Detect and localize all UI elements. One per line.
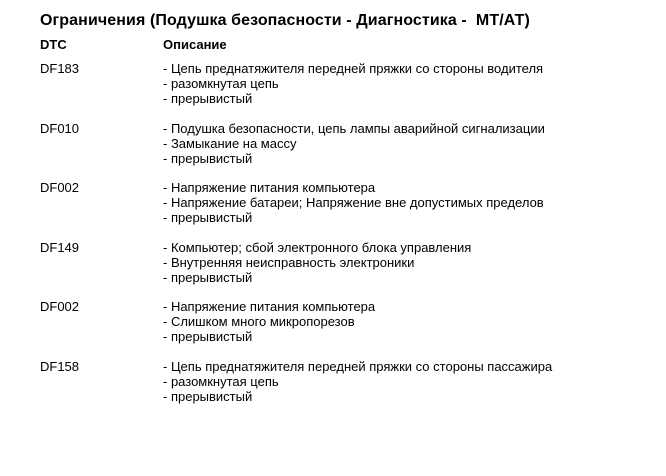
description-line: - Слишком много микропорезов	[163, 314, 355, 329]
dtc-description	[163, 121, 545, 166]
dtc-column-header: DTC	[40, 37, 67, 52]
description-line: - прерывистый	[163, 329, 253, 344]
dtc-row	[0, 180, 666, 240]
description-line: - Цепь преднатяжителя передней пряжки со стороны водителя	[163, 61, 544, 76]
description-line: - разомкнутая цепь	[163, 373, 279, 389]
dtc-code: DF010	[40, 120, 80, 136]
dtc-description	[163, 180, 544, 225]
dtc-row	[0, 299, 666, 359]
description-line: - Напряжение батареи; Напряжение вне допустимых пределов	[163, 195, 544, 210]
description-line: - Внутренняя неисправность электроники	[163, 254, 415, 270]
dtc-description	[163, 240, 471, 285]
description-line: - прерывистый	[163, 269, 253, 285]
description-line: - разомкнутая цепь	[163, 76, 279, 91]
page-title: Ограничения (Подушка безопасности - Диагностика - МТ/АТ)	[40, 12, 530, 29]
description-line: - Подушка безопасности, цепь лампы аварийной сигнализации	[163, 120, 545, 136]
description-line: - прерывистый	[163, 210, 253, 225]
description-column-header: Описание	[163, 37, 227, 52]
dtc-description	[163, 359, 552, 404]
description-line: - Замыкание на массу	[163, 135, 297, 151]
dtc-code: DF158	[40, 358, 80, 374]
description-line: - прерывистый	[163, 388, 253, 404]
description-line: - Напряжение питания компьютера	[163, 180, 376, 195]
dtc-code: DF149	[40, 239, 80, 255]
dtc-list	[0, 61, 666, 418]
dtc-row	[0, 359, 666, 419]
dtc-row	[0, 61, 666, 121]
dtc-code: DF002	[40, 299, 80, 314]
description-line: - Напряжение питания компьютера	[163, 299, 376, 314]
dtc-description	[163, 61, 543, 106]
description-line: - Цепь преднатяжителя передней пряжки со стороны пассажира	[163, 358, 553, 374]
description-line: - прерывистый	[163, 91, 253, 106]
dtc-code: DF183	[40, 61, 80, 76]
dtc-row	[0, 121, 666, 181]
description-line: - прерывистый	[163, 150, 253, 166]
dtc-row	[0, 240, 666, 300]
dtc-description	[163, 299, 375, 344]
description-line: - Компьютер; сбой электронного блока управления	[163, 239, 472, 255]
dtc-code: DF002	[40, 180, 80, 195]
